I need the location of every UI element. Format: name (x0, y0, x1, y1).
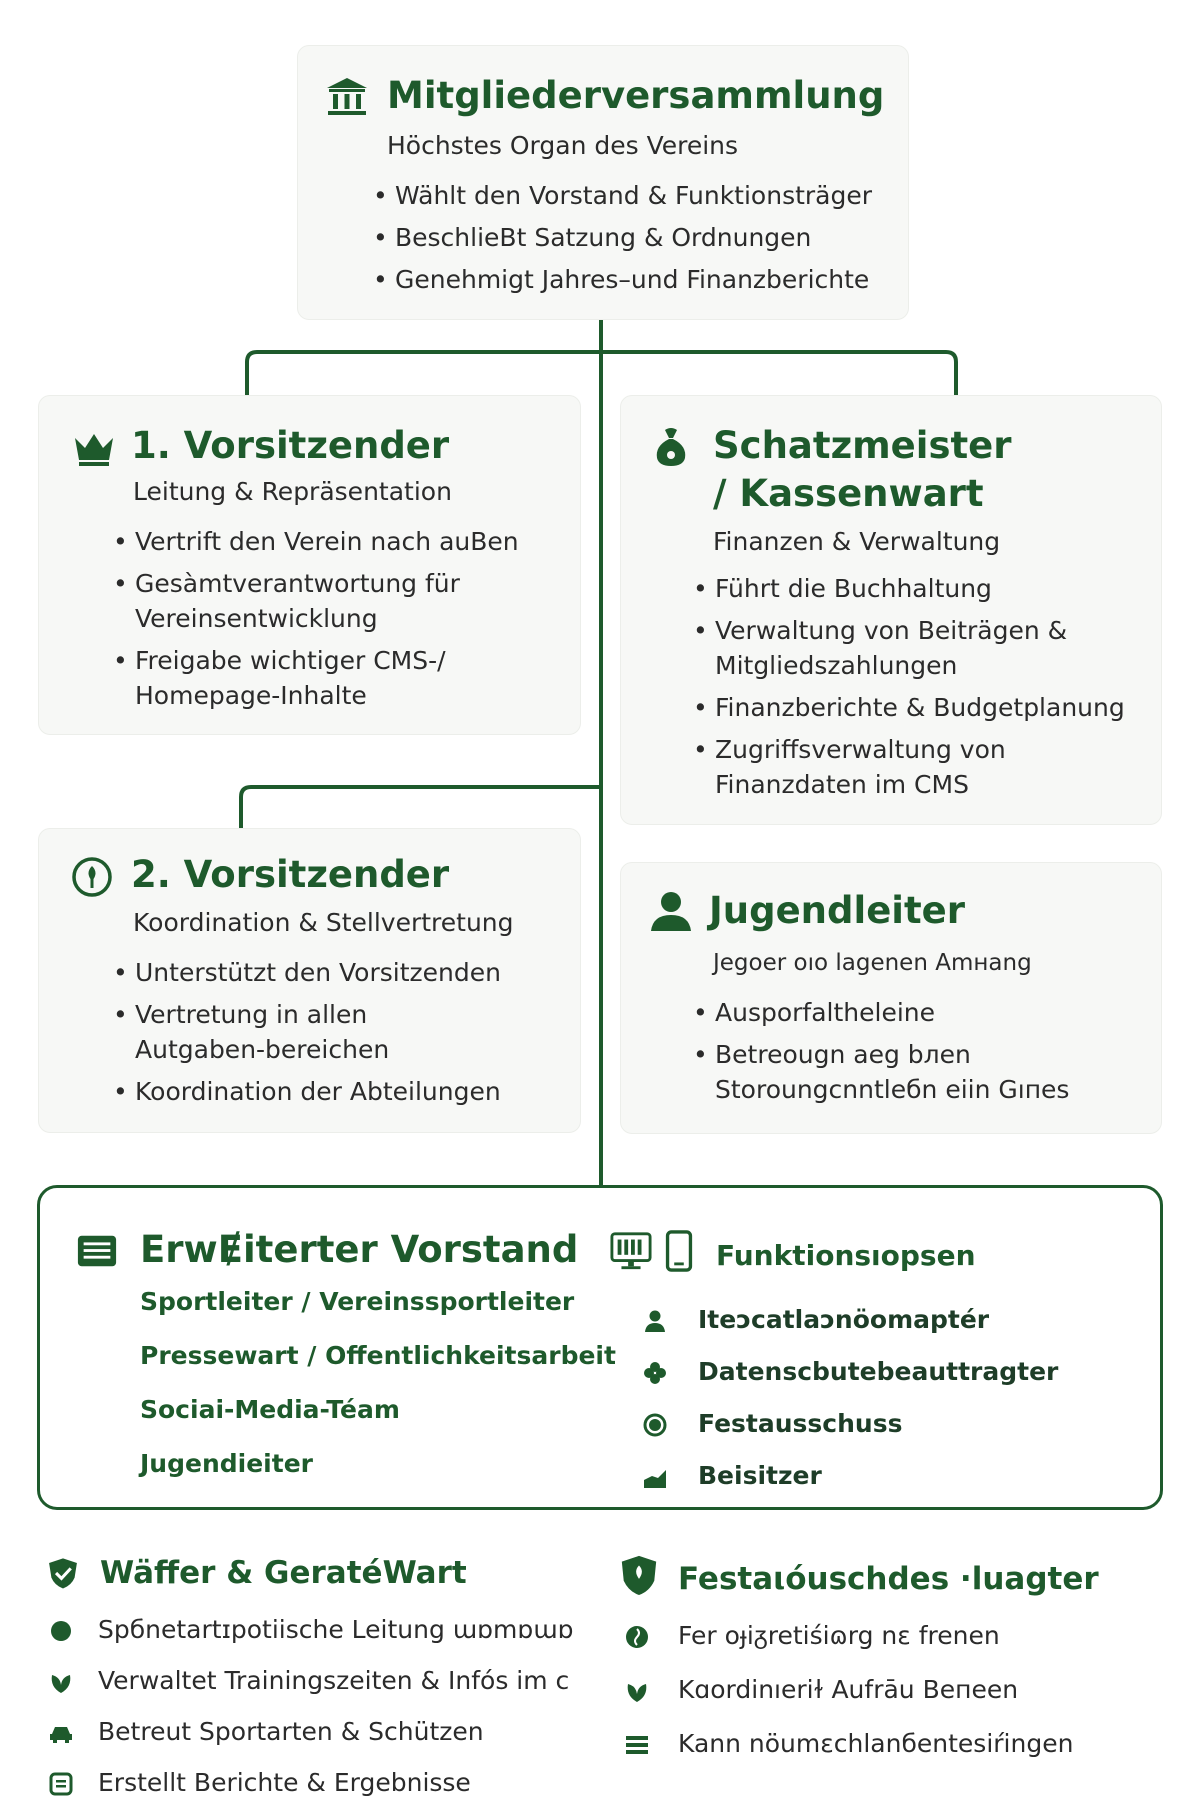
list-item: • Unterstützt den Vorsitzenden (109, 955, 539, 990)
waffer-title: Wäffer & GeratéWart (100, 1555, 467, 1591)
vorsitzender2-title: 2. Vorsitzender (131, 853, 450, 896)
card-jugendleiter (620, 862, 1162, 1134)
dot-icon (48, 1618, 74, 1644)
schatzmeister-subtitle: Finanzen & Verwaltung (713, 527, 1001, 556)
card-2-vorsitzender (38, 828, 581, 1133)
list-item: • Führt die Buchhaltung (689, 571, 1159, 606)
globe-icon (624, 1624, 650, 1650)
list-item: • Verwaltung von Beiträgen & Mitgliedszahlungen (689, 613, 1159, 683)
device-monitor-icon (610, 1230, 652, 1272)
erweiterter-vorstand-box (37, 1185, 1163, 1510)
list-item-label: Beisitzer (698, 1461, 822, 1490)
erweiterter-vorstand-title: ErwɆiterter Vorstand (140, 1228, 579, 1271)
list-item (48, 1612, 573, 1663)
list-item (48, 1663, 573, 1714)
mitgliederversammlung-subtitle: Höchstes Organ des Vereins (387, 131, 739, 160)
list-item: • Finanzberichte & Budgetplanung (689, 690, 1159, 725)
vorsitzender2-subtitle: Koordination & Stellvertretung (133, 908, 514, 937)
list-item: Sociai-Media-Téam (140, 1395, 400, 1424)
mitgliederversammlung-title: Mitgliederversammlung (387, 74, 885, 117)
list-icon (624, 1732, 650, 1758)
list-item: • Freigabe wichtiger CMS-/ Homepage-Inhalte (109, 643, 539, 713)
list-item: • Vertretung in allen Autgaben-bereichen (109, 997, 465, 1067)
erweiterter-vorstand-list (140, 1284, 616, 1500)
waffer-list (48, 1612, 573, 1816)
funktion-list (642, 1302, 1058, 1510)
schatzmeister-list (689, 571, 1159, 809)
building-columns-icon (325, 74, 369, 118)
leaf-icon (48, 1669, 74, 1695)
jugendleiter-subtitle: Jegoer oıo lagenen Amнang (713, 950, 1032, 976)
list-item: • Zugriffsverwaltung von Finanzdaten im CMS (689, 732, 1159, 802)
jugendleiter-title: Jugendleiter (709, 889, 966, 932)
clover-icon (642, 1360, 668, 1386)
funktion-title: Funktionsıopsen (716, 1239, 976, 1272)
list-item-label: Fer oɟiᵹretiśiɷrg nε frenen (678, 1621, 1000, 1650)
list-item: Sportleiter / Vereinssportleiter (140, 1287, 575, 1316)
list-item (624, 1618, 1073, 1672)
list-item: • Genehmigt Jahres–und Finanzberichte (369, 262, 909, 297)
phone-icon (658, 1230, 700, 1272)
list-item-label: Iteɔcatlaɔnöomaptér (698, 1305, 990, 1334)
list-item-label: Festausschuss (698, 1409, 903, 1438)
list-item (48, 1765, 573, 1816)
ring-icon (642, 1412, 668, 1438)
list-item-label: Kann nöumεchlanбentesiŕingen (678, 1729, 1074, 1758)
list-item: • Gesàmtverantwortung für Vereinsentwicklung (109, 566, 539, 636)
list-item: Pressewart / Offentlichkeitsarbeit (140, 1341, 616, 1370)
list-item: • Koordination der Abteilungen (109, 1074, 539, 1109)
list-item-label: Betreut Sportarten & Schützen (98, 1717, 484, 1746)
fest-list (624, 1618, 1073, 1780)
vorsitzender1-subtitle: Leitung & Repräsentation (133, 477, 452, 506)
list-item (642, 1406, 1058, 1458)
list-item: • Wählt den Vorstand & Funktionsträger (369, 178, 909, 213)
list-item-label: Spбnetartɪpotiische Leitung ɯɒmɒɯɒ (98, 1615, 574, 1644)
list-item (624, 1726, 1073, 1780)
list-item-label: Verwaltet Trainingszeiten & Infós im ᴄ (98, 1666, 570, 1695)
schatzmeister-title-2: / Kassenwart (713, 472, 984, 515)
leaf-icon (624, 1678, 650, 1704)
list-item: Jugendieiter (140, 1449, 313, 1478)
list-item-label: Datenscbutebeauttragter (698, 1357, 1059, 1386)
person-icon (649, 889, 693, 933)
report-icon (48, 1771, 74, 1797)
list-card-icon (76, 1230, 118, 1272)
card-mitgliederversammlung (297, 45, 909, 320)
list-item: • BeschlieBt Satzung & Ordnungen (369, 220, 909, 255)
chart-icon (642, 1464, 668, 1490)
car-icon (48, 1720, 74, 1746)
shield-icon (618, 1554, 660, 1596)
list-item (624, 1672, 1073, 1726)
list-item (642, 1354, 1058, 1406)
list-item: • Betreougn aeg bлen Storoungcnntleбn eiin Gıпеs (689, 1037, 1075, 1107)
list-item-label: Erstellt Berichte & Ergebnisse (98, 1768, 471, 1797)
list-item: • Vertrift den Verein nach auBen (109, 524, 539, 559)
list-item (642, 1302, 1058, 1354)
vorsitzender1-list (109, 524, 539, 720)
jugendleiter-list (689, 995, 1159, 1114)
list-item (642, 1458, 1058, 1510)
mitgliederversammlung-list (369, 178, 909, 304)
shield-check-icon (46, 1556, 80, 1590)
list-item (48, 1714, 573, 1765)
person-icon (642, 1308, 668, 1334)
crown-icon (72, 426, 116, 470)
circle-badge-icon (70, 855, 114, 899)
card-1-vorsitzender (38, 395, 581, 735)
vorsitzender2-list (109, 955, 539, 1116)
list-item: • Ausporfaltheleine (689, 995, 1159, 1030)
schatzmeister-title-1: Schatzmeister (713, 424, 1012, 467)
money-bag-icon (649, 424, 693, 468)
fest-title: Festaιóuschdes ·luagter (678, 1561, 1099, 1597)
card-schatzmeister (620, 395, 1162, 825)
list-item-label: Kɑordinıeriɫ Aufrāu Beпeen (678, 1675, 1019, 1704)
vorsitzender1-title: 1. Vorsitzender (131, 424, 450, 467)
